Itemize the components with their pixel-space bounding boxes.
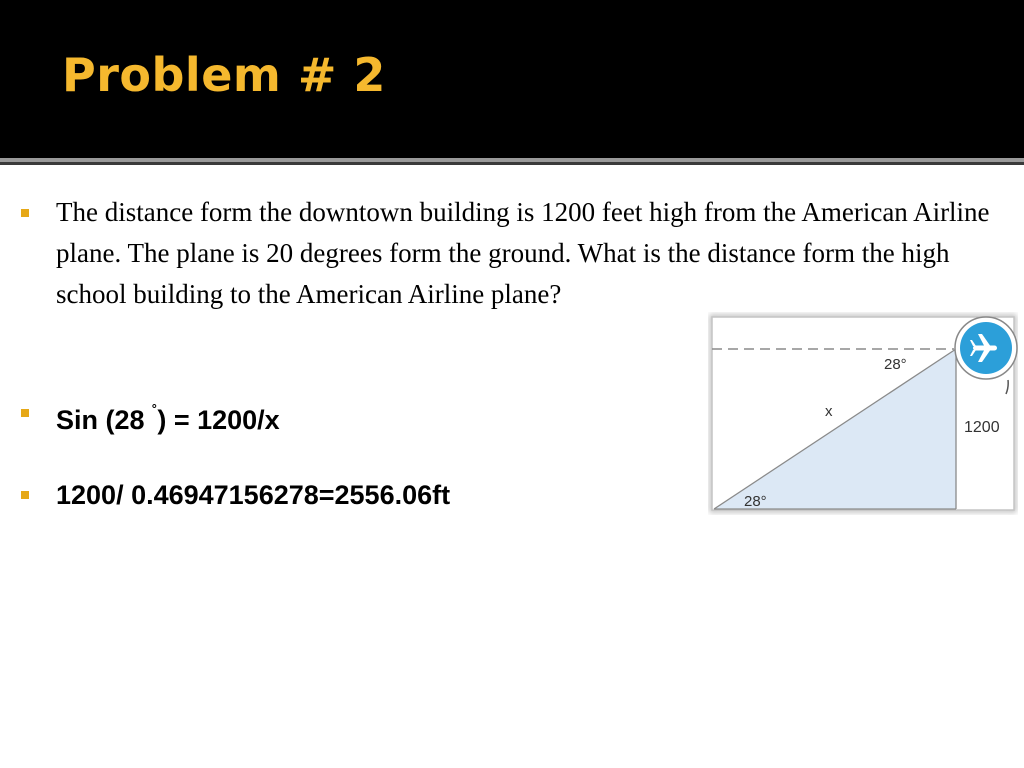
triangle-diagram: [708, 312, 1018, 515]
slide-title: Problem # 2: [62, 48, 386, 102]
sine-equation-prefix: Sin (28: [56, 405, 153, 435]
title-bar: [0, 0, 1024, 158]
problem-statement: The distance form the downtown building is 1200 feet high from the American Airline plane. The plane is 20 degrees form the ground. What is the distance form the high school building to the American Airline plane?: [56, 197, 990, 309]
solution-equation: 1200/ 0.46947156278=2556.06ft: [56, 480, 451, 510]
sine-equation: [56, 396, 280, 437]
hypotenuse-label: x: [825, 403, 833, 420]
title-divider-shadow: [0, 162, 1024, 165]
height-label: 1200: [964, 419, 1000, 436]
bullet-marker: [21, 491, 29, 499]
bottom-angle-label: 28°: [744, 493, 767, 510]
top-angle-label: 28°: [884, 356, 907, 373]
sine-equation-suffix: ) = 1200/x: [157, 405, 280, 435]
bullet-marker: [21, 209, 29, 217]
airplane-icon: [955, 317, 1017, 379]
degree-symbol: ˚: [152, 404, 158, 421]
bullet-marker: [21, 409, 29, 417]
